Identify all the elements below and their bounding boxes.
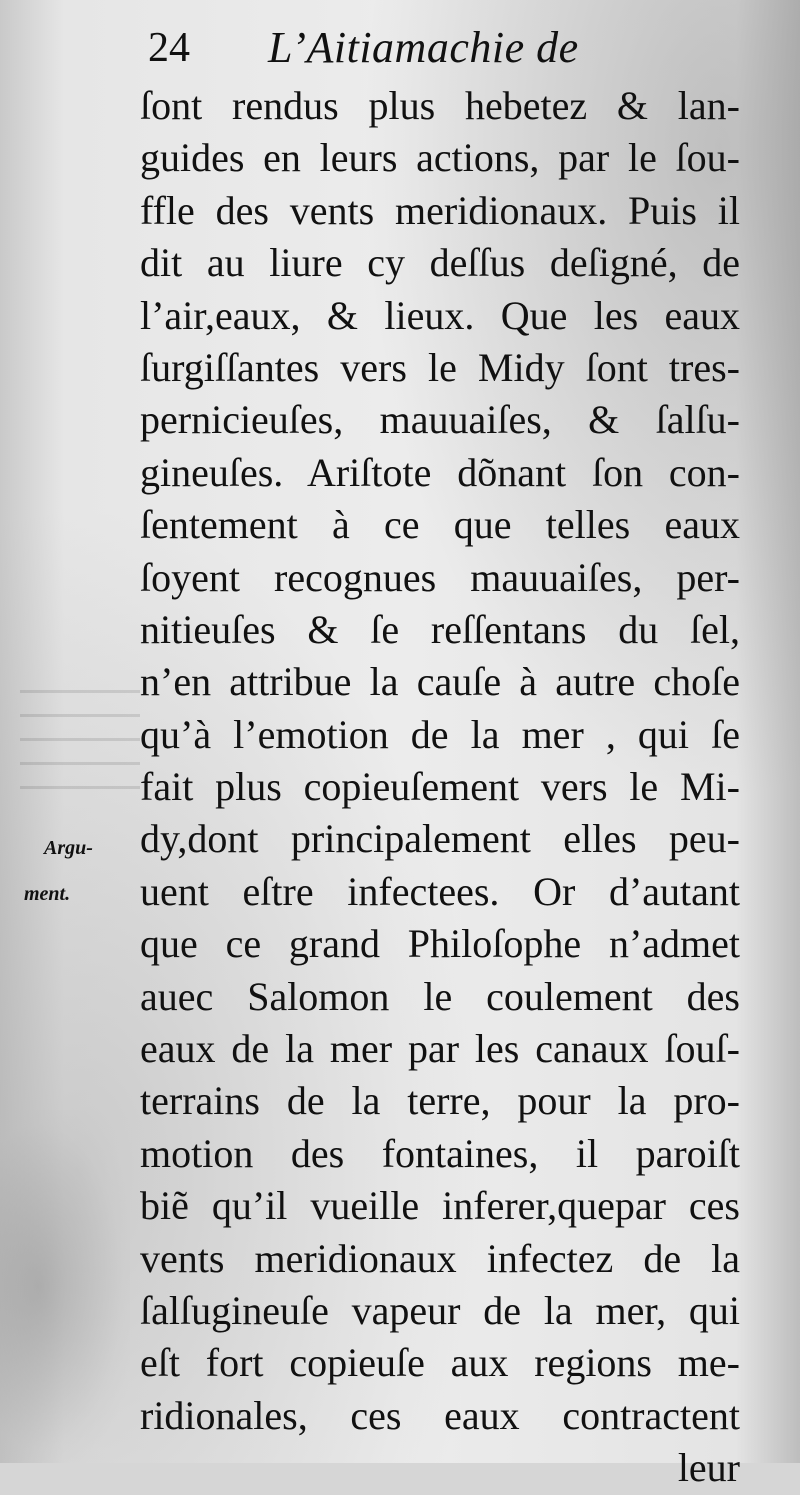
text-line: biẽ qu’il vueille inferer,quepar ces [140,1183,740,1229]
text-line: auec Salomon le coulement des [140,973,740,1019]
text-line: ſentement à ce que telles eaux [140,502,740,548]
catchword: leur [677,1445,740,1491]
text-line: guides en leurs actions, par le ſou- [140,135,740,181]
text-line: qu’à l’emotion de la mer , qui ſe [140,711,740,757]
page-header [148,18,748,78]
text-line: uent eſtre infectees. Or d’autant [140,868,740,914]
text-line: l’air,eaux, & lieux. Que les eaux [140,292,740,338]
page-number: 24 [148,25,190,71]
text-line: ridionales, ces eaux contractent [140,1392,740,1438]
text-line: ſoyent recognues mauuaiſes, per- [140,554,740,600]
text-line: eaux de la mer par les canaux ſouſ- [140,1026,740,1072]
text-line: motion des fontaines, il paroiſt [140,1130,740,1176]
text-line: ſont rendus plus hebetez & lan- [140,83,740,128]
text-line: fait plus copieuſement vers le Mi- [140,764,740,810]
body-text [140,80,740,1495]
text-line: eſt fort copieuſe aux regions me- [140,1340,740,1386]
text-line: terrains de la terre, pour la pro- [140,1078,740,1124]
marginal-note-line-1: Argu- [44,837,93,859]
text-line: que ce grand Philoſophe n’admet [140,921,740,967]
text-line: ffle des vents meridionaux. Puis il [140,187,740,233]
text-line: n’en attribue la cauſe à autre choſe [140,659,740,705]
text-line: pernicieuſes, mauuaiſes, & ſalſu- [140,397,740,443]
text-line: dit au liure cy deſſus deſigné, de [140,240,740,286]
text-line: vents meridionaux infectez de la [140,1235,740,1281]
running-title: L’Aitiamachie de [268,23,579,72]
paper-stain [0,1110,130,1463]
text-line: gineuſes. Ariſtote dõnant ſon con- [140,449,740,495]
text-line: ſalſugineuſe vapeur de la mer, qui [140,1287,740,1333]
bleed-through-text [20,690,140,810]
marginal-note [18,825,138,917]
text-line: nitieuſes & ſe reſſentans du ſel, [140,606,740,652]
marginal-note-line-2: ment. [24,883,71,905]
text-line: ſurgiſſantes vers le Midy ſont tres- [140,344,740,390]
text-line: dy,dont principalement elles peu- [140,816,740,862]
